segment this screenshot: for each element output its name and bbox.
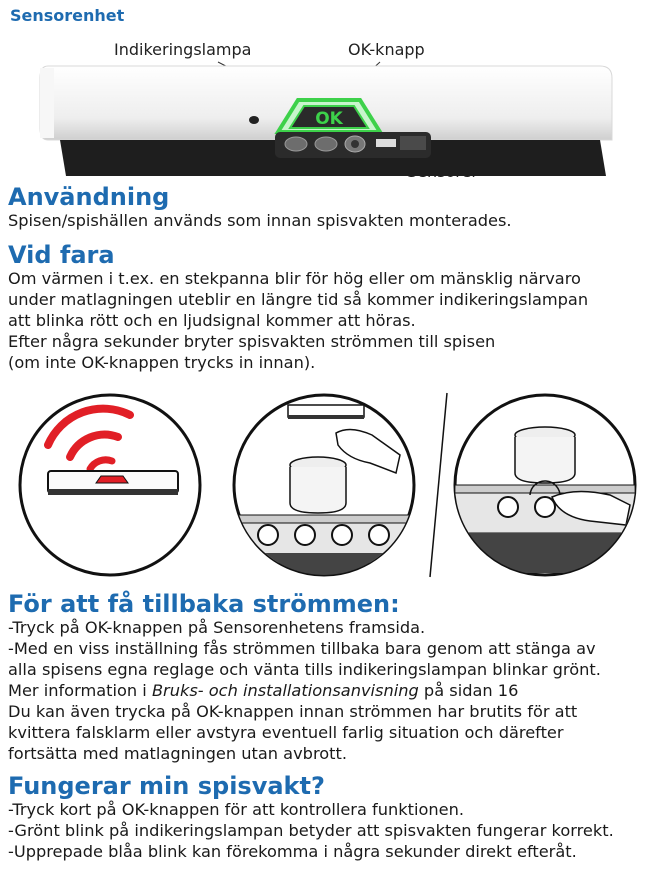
danger-line: Om värmen i t.ex. en stekpanna blir för hög eller om mänsklig närvaro bbox=[8, 269, 581, 288]
danger-line: (om inte OK-knappen trycks in innan). bbox=[8, 353, 316, 372]
ok-button-callout-label: OK-knapp bbox=[348, 40, 425, 59]
restore-heading: För att få tillbaka strömmen: bbox=[8, 590, 400, 618]
ok-button-text: OK bbox=[315, 109, 343, 129]
more-info-line bbox=[8, 680, 601, 701]
danger-line: Efter några sekunder bryter spisvakten strömmen till spisen bbox=[8, 332, 496, 351]
danger-text bbox=[8, 268, 588, 373]
alarm-illustration bbox=[20, 395, 200, 575]
pot bbox=[515, 437, 575, 483]
manual-reference: Bruks- och installationsanvisning bbox=[151, 681, 419, 700]
restore-line: kvittera falsklarm eller avstyra eventuell farlig situation och därefter bbox=[8, 723, 564, 742]
alarm-ok-button bbox=[96, 476, 128, 483]
stove-knob bbox=[535, 497, 555, 517]
check-line: -Tryck kort på OK-knappen för att kontrollera funktionen. bbox=[8, 800, 464, 819]
danger-line: att blinka rött och en ljudsignal kommer att höras. bbox=[8, 311, 416, 330]
turn-off-illustration bbox=[455, 395, 635, 575]
restore-line: alla spisens egna reglage och vänta tills indikeringslampan blinkar grönt. bbox=[8, 660, 601, 679]
sensor-lens-1 bbox=[285, 137, 307, 151]
sensor-lens-3-center bbox=[351, 140, 359, 148]
sensor-lens-2 bbox=[315, 137, 337, 151]
usage-text: Spisen/spishällen används som innan spisvakten monterades. bbox=[8, 211, 512, 230]
danger-heading: Vid fara bbox=[8, 241, 115, 269]
check-text bbox=[8, 799, 614, 862]
pot bbox=[290, 467, 346, 513]
sensor-port bbox=[376, 139, 396, 147]
restore-line: fortsätta med matlagningen utan avbrott. bbox=[8, 744, 347, 763]
more-info-prefix: Mer information i bbox=[8, 681, 152, 700]
restore-text bbox=[8, 617, 601, 764]
restore-line: Du kan även trycka på OK-knappen innan strömmen har brutits för att bbox=[8, 702, 578, 721]
indicator-callout-label: Indikeringslampa bbox=[114, 40, 252, 59]
more-info-suffix: på sidan 16 bbox=[418, 681, 519, 700]
check-heading: Fungerar min spisvakt? bbox=[8, 772, 325, 800]
danger-line: under matlagningen uteblir en längre tid så kommer indikeringslampan bbox=[8, 290, 589, 309]
check-line: -Grönt blink på indikeringslampan betyder att spisvakten fungerar korrekt. bbox=[8, 821, 614, 840]
check-line: -Upprepade blåa blink kan förekomma i några sekunder direkt efteråt. bbox=[8, 842, 577, 861]
press-ok-illustration bbox=[230, 395, 420, 583]
stove-knob bbox=[498, 497, 518, 517]
sensor-left-cap bbox=[40, 68, 54, 138]
restore-line: -Tryck på OK-knappen på Sensorenhetens framsida. bbox=[8, 618, 426, 637]
sensor-port-2 bbox=[400, 136, 426, 150]
illustrations-row bbox=[0, 385, 655, 585]
section-label: Sensorenhet bbox=[10, 6, 125, 25]
sensor-unit-illustration bbox=[0, 0, 655, 190]
restore-line: -Med en viss inställning fås strömmen tillbaka bara genom att stänga av bbox=[8, 639, 596, 658]
divider-line bbox=[430, 393, 447, 577]
sensor-hole bbox=[249, 116, 259, 124]
usage-heading: Användning bbox=[8, 183, 170, 211]
